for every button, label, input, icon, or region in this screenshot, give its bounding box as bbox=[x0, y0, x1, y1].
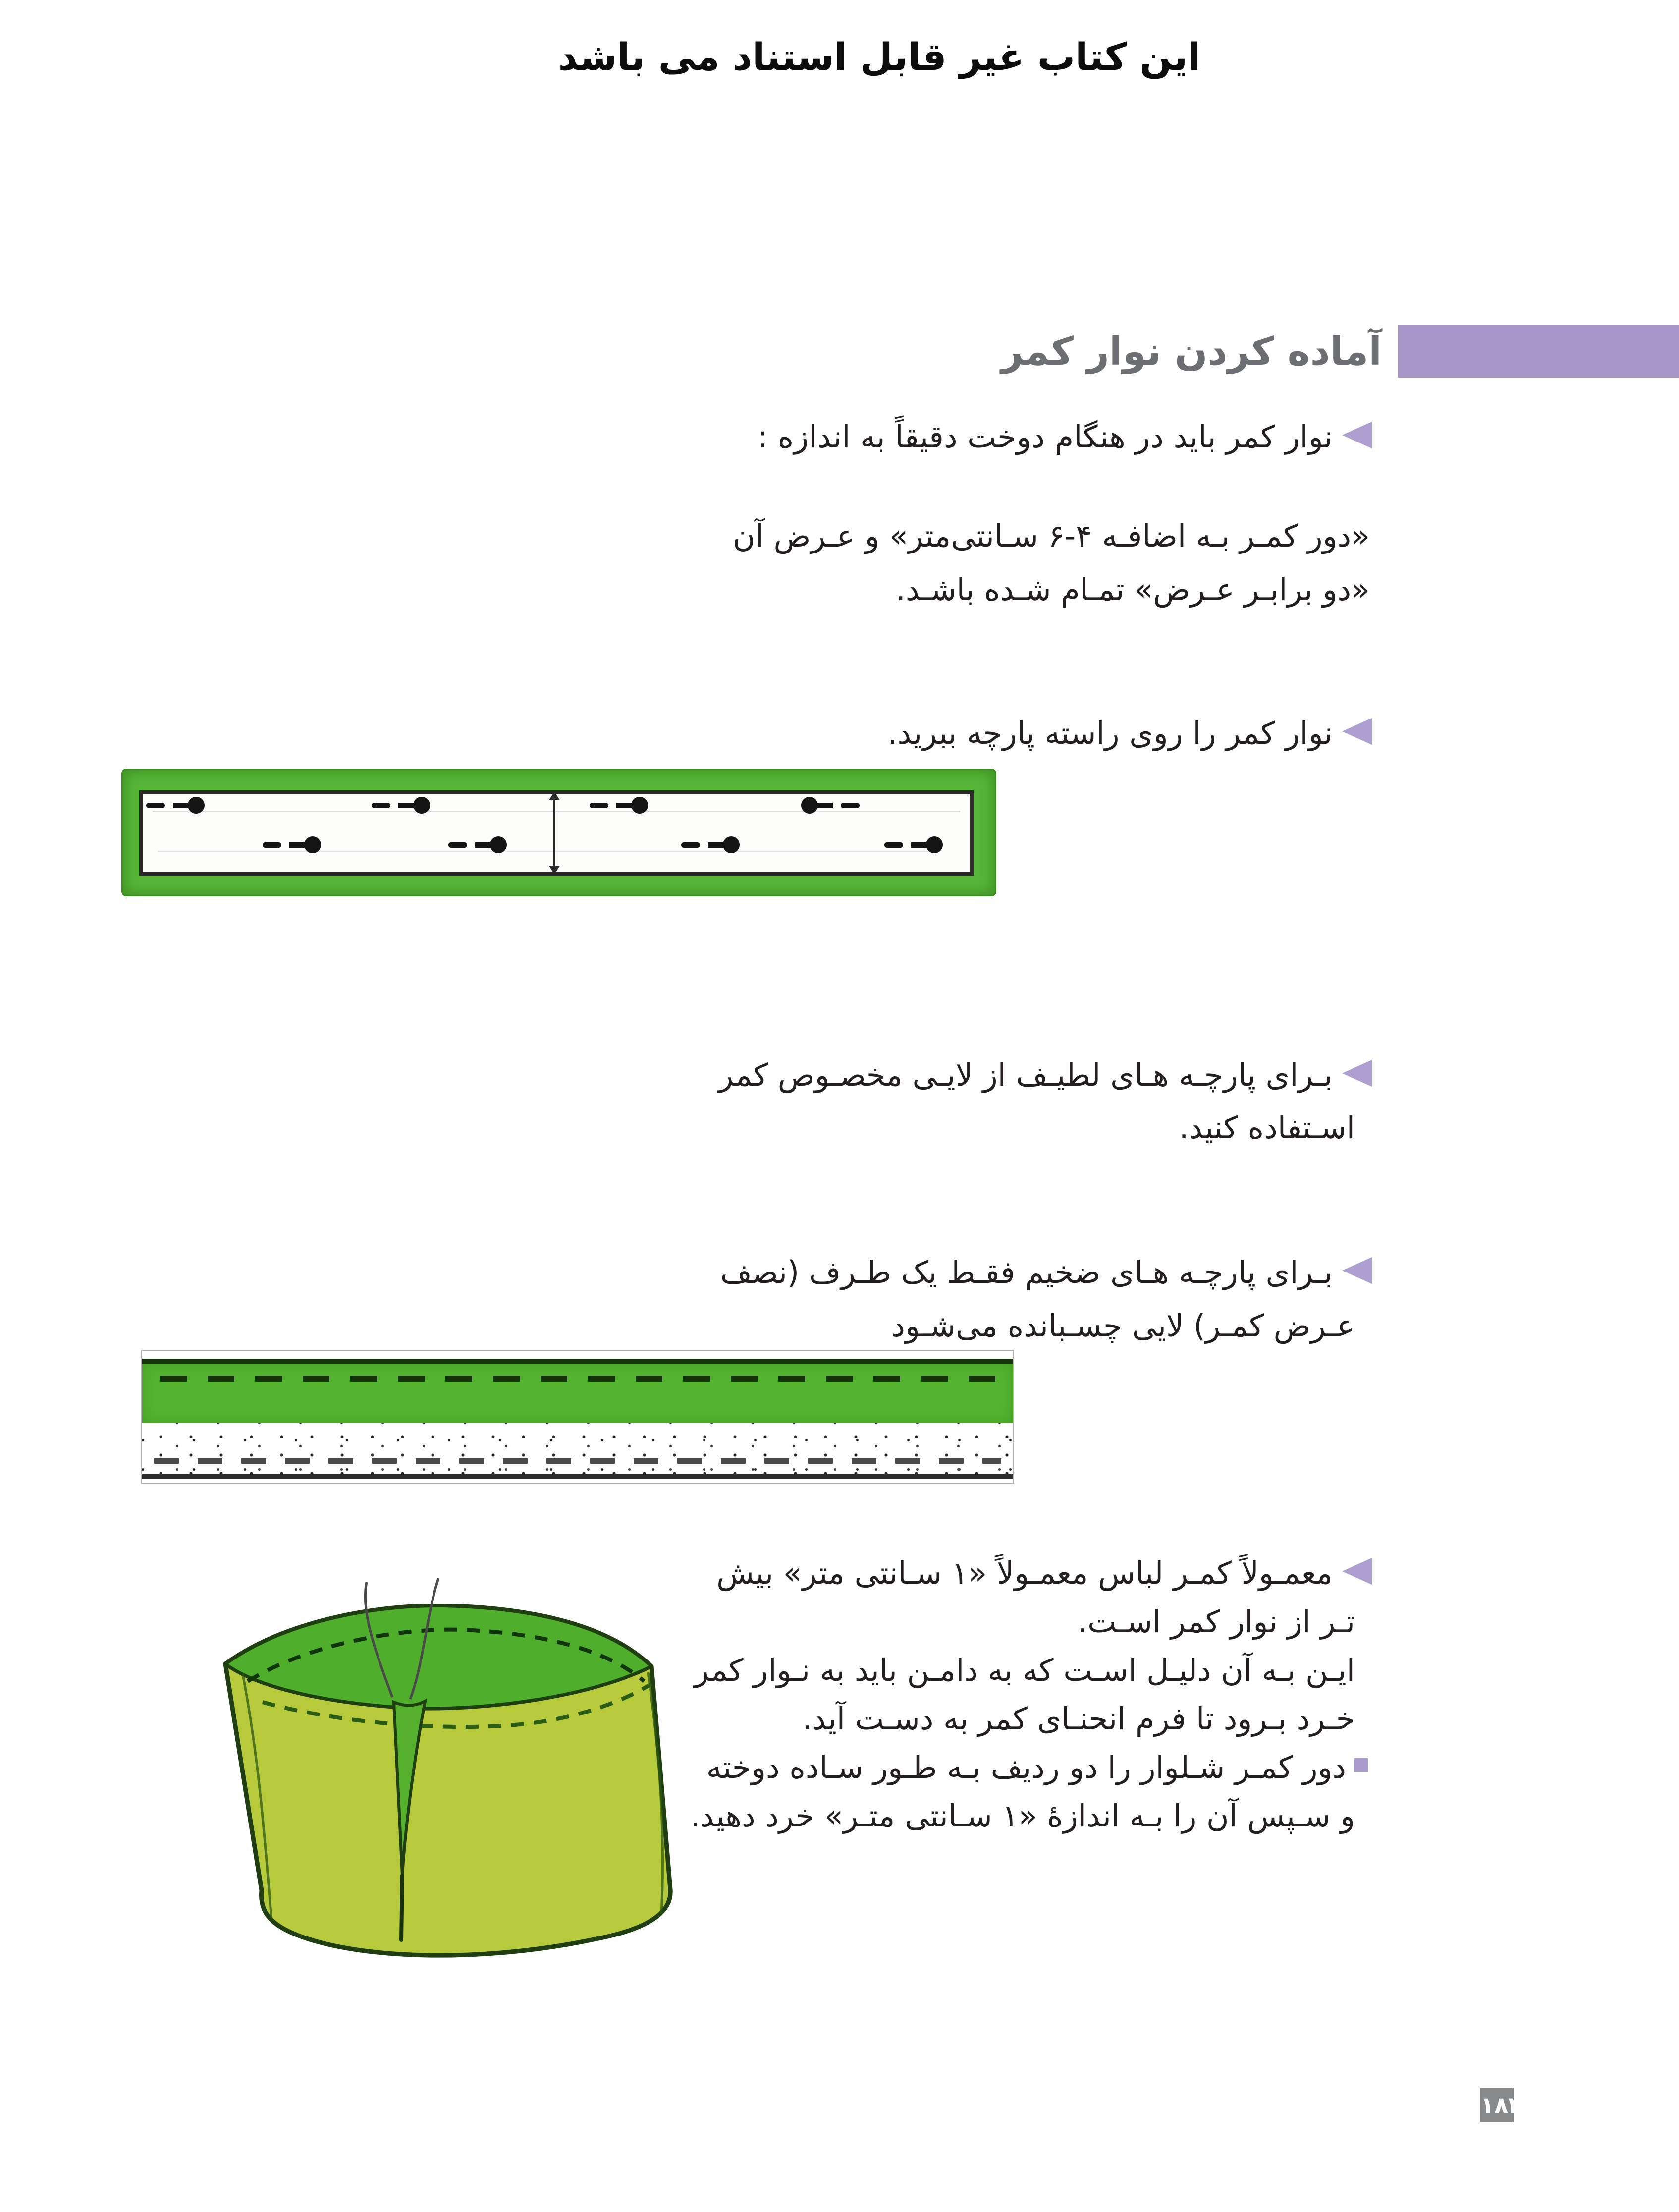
pin-icon bbox=[372, 796, 431, 814]
paragraph-light-fabric-line: اسـتفاده کنید. bbox=[1179, 1109, 1355, 1146]
grainline-arrow-icon bbox=[553, 799, 555, 867]
paragraph-light-fabric-line: بـرای پارچـه هـای لطیـف از لایـی مخصـوص کمر bbox=[718, 1057, 1333, 1093]
paragraph-thick-fabric-line: بـرای پارچـه هـای ضخیم فقـط یک طـرف (نصف bbox=[720, 1254, 1333, 1290]
paragraph-cut-line: نوار کمر را روی راسته پارچه ببرید. bbox=[887, 715, 1333, 751]
page-number: ۱۸۲ bbox=[1480, 2092, 1522, 2118]
paragraph-trouser-line: و سـپس آن را بـه اندازۀ «۱ سـانتی متـر» خرد دهید. bbox=[690, 1798, 1355, 1834]
paragraph-measure-line: «دور کمـر بـه اضافـه ۴-۶ سـانتی‌متر» و عـرض آن bbox=[732, 518, 1370, 554]
interfaced-waistband-illustration bbox=[141, 1350, 1014, 1484]
interfacing-band bbox=[142, 1423, 1013, 1477]
pin-icon bbox=[681, 836, 741, 854]
paragraph-ease-line: تـر از نوار کمر اسـت. bbox=[1078, 1604, 1355, 1640]
bullet-triangle-icon bbox=[1342, 1257, 1372, 1284]
bullet-triangle-icon bbox=[1342, 422, 1372, 448]
bullet-square-icon bbox=[1354, 1758, 1368, 1772]
pinned-waistband-illustration bbox=[121, 769, 996, 896]
bullet-triangle-icon bbox=[1342, 1060, 1372, 1087]
front-seam-line bbox=[401, 1876, 402, 1940]
paragraph-ease-line: معمـولاً کمـر لباس معمـولاً «۱ سـانتی متر» بیش bbox=[716, 1555, 1333, 1591]
section-accent-bar bbox=[1398, 325, 1679, 378]
stitch-dashed-line bbox=[160, 1376, 1005, 1382]
paragraph-intro-line: نوار کمر باید در هنگام دوخت دقیقاً به اندازه : bbox=[758, 419, 1333, 455]
paragraph-ease-line: ایـن بـه آن دلیـل اسـت که به دامـن باید به نـوار کمر bbox=[694, 1652, 1355, 1688]
pin-icon bbox=[884, 836, 944, 854]
bullet-triangle-icon bbox=[1342, 1558, 1372, 1585]
page-number-badge bbox=[1480, 2088, 1522, 2122]
fabric-band bbox=[142, 1359, 1013, 1423]
pin-icon bbox=[590, 796, 649, 814]
paragraph-trouser-line: دور کمـر شـلوار را دو ردیف بـه طـور سـاده دوخته bbox=[706, 1749, 1346, 1785]
pin-icon bbox=[448, 836, 508, 854]
section-title: آماده کردن نوار کمر bbox=[1001, 330, 1382, 374]
pin-icon bbox=[263, 836, 322, 854]
gathered-skirt-illustration bbox=[206, 1565, 676, 1961]
pin-icon bbox=[146, 796, 206, 814]
pin-icon bbox=[800, 796, 860, 814]
header-notice: این کتاب غیر قابل استناد می باشد bbox=[558, 35, 1201, 79]
paragraph-thick-fabric-line: عـرض کمـر) لایی چسـبانده می‌شـود bbox=[891, 1308, 1355, 1344]
bullet-triangle-icon bbox=[1342, 718, 1372, 745]
stitch-dashed-line bbox=[154, 1458, 1001, 1464]
paragraph-ease-line: خـرد بـرود تا فرم انحنـای کمر به دسـت آید. bbox=[802, 1701, 1355, 1737]
fold-line bbox=[142, 1474, 1013, 1479]
paragraph-measure-line: «دو برابـر عـرض» تمـام شـده باشـد. bbox=[896, 571, 1370, 608]
